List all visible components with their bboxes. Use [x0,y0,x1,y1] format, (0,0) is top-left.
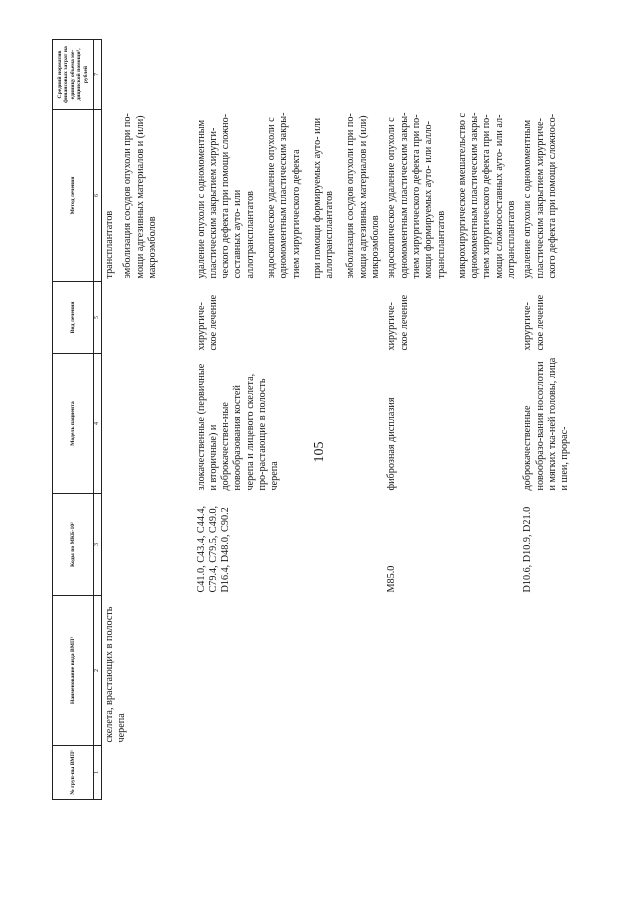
cell-cost-standard [194,40,385,110]
cell-treatment-methods [194,110,385,282]
cell-icd-codes: D10.6, D10.9, D21.0 [522,506,534,593]
column-number: 5 [94,282,102,354]
treatment-method: эндоскопическое удаление опухоли с одномоментным пластическим закры-тием хирургического дефекта [265,112,302,279]
column-number: 2 [94,596,102,746]
cell-cost-standard [384,40,520,110]
cell-vmp-name: скелета, врастающих в полость черепа [104,606,128,743]
cell-treatment-type: хирургиче-ское лечение [386,294,410,351]
column-number: 4 [94,354,102,494]
table-header-row [53,40,94,800]
rotated-table-container [52,40,587,800]
header-treatment-method: Метод лечения [53,110,94,282]
treatment-method: эндоскопическое удаление опухоли с одномоментным пластическим закры-тием хирургического дефекта при по-мощи формируемых ауто- или алло-трансплантатов [386,112,447,279]
column-number: 7 [94,40,102,110]
cell-icd-codes: C41.0, C43.4, C44.4, C79.4, C79.5, C49.0, D16.4, D48.0, C90.2 [195,505,232,593]
header-patient-model: Модель пациента [53,354,94,494]
treatment-method: трансплантатов [104,210,115,279]
treatment-method: удаление опухоли с одномоментным пластическим закрытием хирурги-ческого дефекта при помощи сложно-составных ауто- или аллотрансплантатов [195,113,256,279]
cell-vmp-name [520,596,574,746]
cell-group-number [520,746,574,800]
treatment-method: микрохирургическое вмешательство с одномоментным пластическим закры-тием хирургического дефекта при по-мощи сложносоставных ауто- или ал-лотрансплантатов [456,112,518,279]
table-sheet [52,40,587,800]
cell-cost-standard [102,40,194,110]
table-row [520,40,574,800]
cell-group-number [102,746,194,800]
treatment-method: эмболизация сосудов опухоли при по-мощи адгезивных материалов и (или) микроэмболов [345,113,382,279]
treatment-method: при помощи формируемых ауто- или аллотрансплантатов [311,117,336,279]
cell-patient-model [102,354,194,494]
column-number: 3 [94,494,102,596]
cell-patient-model: фиброзная дисплазия [386,397,398,491]
cell-treatment-methods [520,110,574,282]
treatment-method: эмболизация сосудов опухоли при по-мощи адгезивных материалов и (или) макроэмболов [122,113,158,279]
cell-treatment-type: хирургиче-ское лечение [522,294,546,351]
cell-patient-model: злокачественные (первичные и вторичные) и доброкачествен-ные новообразования костей черепа и лицевого скелета, про-растающие в полость черепа [195,363,281,491]
cell-cost-standard [520,40,574,110]
treatment-method: удаление опухоли с одномоментным пластическим закрытием хирургиче-ского дефекта при помощи сложносо- [522,113,558,279]
cell-icd-codes: M85.0 [386,565,398,593]
cell-treatment-type: хирургиче-ское лечение [195,294,219,351]
column-number-row [94,40,102,800]
header-treatment-type: Вид лечения [53,282,94,354]
cell-vmp-name [194,596,385,746]
header-group-number: № груп-пы ВМП¹ [53,746,94,800]
column-number: 6 [94,110,102,282]
page-number: 105 [312,441,327,463]
cell-treatment-type [102,282,194,354]
cell-treatment-methods [102,110,194,282]
cell-group-number [384,746,520,800]
cell-treatment-methods [384,110,520,282]
table-row [384,40,520,800]
header-cost-standard: Средний норматив финансовых затрат на единицу объема ме-дицинской помощи³, рублей [53,40,94,110]
cell-icd-codes [102,494,194,596]
column-number: 1 [94,746,102,800]
cell-vmp-name [384,596,520,746]
header-vmp-name: Наименование вида ВМП¹ [53,596,94,746]
header-icd-codes: Коды по МКБ-10² [53,494,94,596]
vmp-table [52,39,574,800]
cell-group-number [194,746,385,800]
cell-patient-model: доброкачественные новообразо-вания носоглотки и мягких тка-ней головы, лица и шеи, прорас- [522,357,571,491]
table-row [102,40,194,800]
table-row [194,40,385,800]
